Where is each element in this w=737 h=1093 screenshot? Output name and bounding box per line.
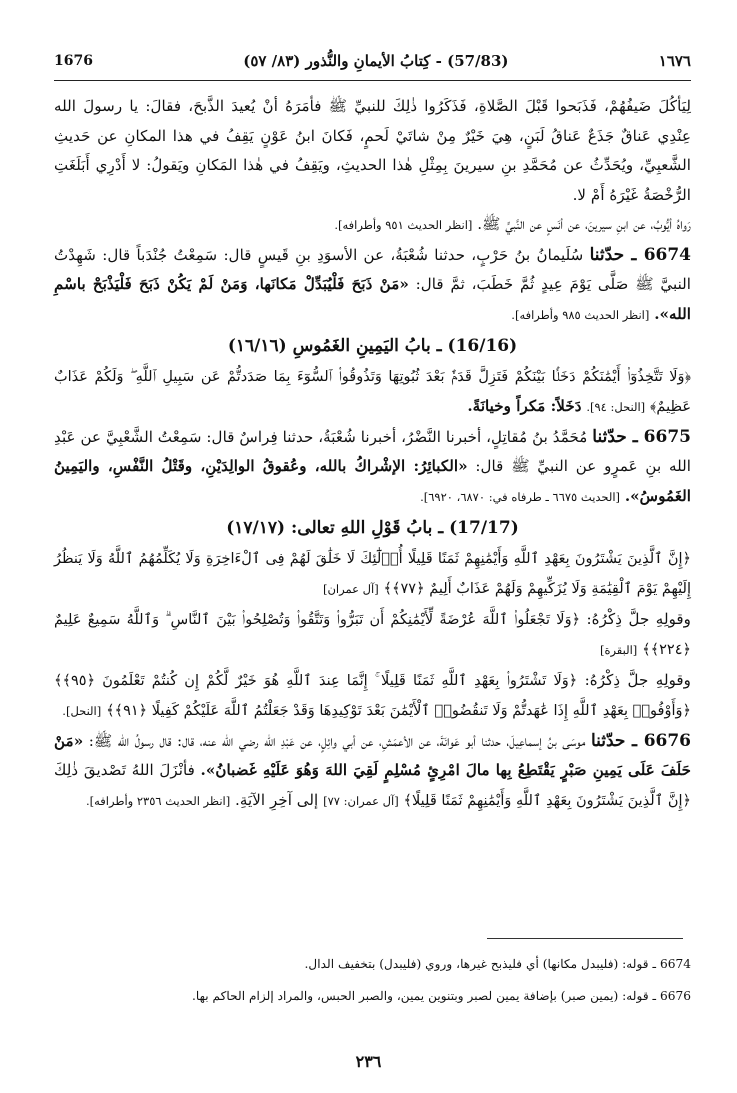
opening-text: لِيَأكُلَ ضَيفُهُمْ، فَذَبَحوا قَبْلَ الصَّلاةِ، فَذَكَرُوا ذٰلِكَ للنبيِّ ﷺ فأمَرَهُ أنْ يُعيدَ الذَّبحَ، فقالَ: يا رسولَ الله عِنْدِي عَناقٌ جَذَعٌ عَناقُ لَبَنٍ، هِيَ خَيْرٌ مِنْ شاتَيْ لَحمٍ، فَكانَ ابنُ عَوْنٍ يَقِفُ في هذا المكانِ عن حَديثِ الشَّعبِيِّ، ويُحَدِّثُ عن مُحَمَّدِ بنِ سيرينَ بِمِثْلِ هٰذا الحديثِ، ويَقِفُ في هٰذا المَكانِ ويَقولُ: لا أَدْرِي أَبَلَغَتِ الرُّخْصَةُ غَيْرَهُ أَمْ لا. bbox=[54, 97, 691, 204]
verse-an-nahl-reference: [النحل]. bbox=[62, 704, 102, 718]
page-header bbox=[54, 48, 691, 74]
footnotes bbox=[54, 948, 691, 1012]
chapter-17-verse-2 bbox=[54, 605, 691, 666]
hadith-6675-text: مُحَمَّدُ بنُ مُقاتِلٍ، أخبرنا النَّضْرُ، أخبرنا شُعْبَةُ، حدثنا فِراسٌ قال: سَمِعْتُ الشَّعْبِيَّ عن عَبْدِ الله بنِ عَمرٍو عن النبيِّ ﷺ قال: bbox=[54, 427, 691, 475]
hadith-6675-quote: «الكبائِرُ: الإشْراكُ بالله، وعُقوقُ الوالِدَيْنِ، وقَتْلُ النَّفْسِ، واليَمِينُ الغَمُوسُ». bbox=[54, 457, 691, 505]
chapter-16-verse: ﴿وَلَا تَتَّخِذُوٓا۟ أَيْمَٰنَكُمْ دَخَلًۢا بَيْنَكُمْ فَتَزِلَّ قَدَمٌۢ بَعْدَ ثُبُوتِهَا وَتَذُوقُوا۟ ٱلسُّوٓءَ بِمَا صَدَدتُّمْ عَن سَبِيلِ ٱللَّهِ ۖ وَلَكُمْ عَذَابٌ عَظِيمٌ﴾ bbox=[54, 368, 691, 415]
chapter-17-verse-1 bbox=[54, 544, 691, 605]
hadith-6676-number: 6676 ـ حدّثنا bbox=[590, 730, 692, 751]
chapter-16-gloss: دَخَلاً: مَكراً وخيانَةً. bbox=[467, 397, 582, 415]
hadith-6675-reference: [الحديث ٦٦٧٥ ـ طرفاه في: ٦٨٧٠، ٦٩٢٠]. bbox=[420, 489, 621, 504]
opening-narration: رَواهُ أيُّوبُ، عن ابنِ سيرينَ، عن أنَسٍ عن النَّبيِّ ﷺ. bbox=[477, 215, 691, 233]
hadith-6676-text-2: فأنْزَلَ اللهُ تَصْديقَ ذٰلِكَ bbox=[54, 761, 195, 779]
verse-3-intro: وقولِهِ جلَّ ذِكْرُهُ: bbox=[584, 670, 692, 689]
verse-al-imran-reference: [آل عمران] bbox=[323, 582, 379, 596]
footnote-6676: 6676 ـ قوله: (يمين صبر) بإضافة يمين لصبر وبتنوين يمين، والصبر الحبس، والمراد إلزام الحاكم بها. bbox=[192, 989, 691, 1003]
verse-2-intro: وقولِهِ جلَّ ذِكْرُهُ: bbox=[586, 609, 692, 628]
page-number-latin: 1676 bbox=[54, 53, 93, 69]
hadith-6676-quote: «مَنْ حَلَفَ عَلَى يَمِينِ صَبْرٍ يَقْتَطِعُ بِها مالَ امْرِئٍ مُسْلِمٍ لَقِيَ اللهَ وَهُوَ عَلَيْهِ غَضبانُ». bbox=[54, 731, 692, 779]
chapter-16-title: (16/16) ـ بابُ اليَمِينِ الغَمُوسِ (١٦/١٦) bbox=[227, 336, 518, 356]
hadith-6676-text: موسَى بنُ إسماعِيلَ، حدثنا أبو عَوانَةَ، عن الأعمَشِ، عن أبي وائِلٍ، عن عَبْدِ الله رضي الله عنه، قال: قال رسولُ الله ﷺ: bbox=[88, 731, 586, 750]
hadith-6675 bbox=[54, 423, 691, 513]
hadith-6676-reference: [انظر الحديث ٢٣٥٦ وأطرافه]. bbox=[85, 793, 231, 808]
chapter-16-verse-block bbox=[54, 362, 691, 423]
chapter-17-title: (17/17) ـ بابُ قَوْلِ اللهِ تعالى: (١٧/١٧) bbox=[226, 518, 519, 538]
hadith-6675-number: 6675 ـ حدّثنا bbox=[592, 426, 691, 447]
hadith-6674-reference: [انظر الحديث ٩٨٥ وأطرافه]. bbox=[511, 307, 650, 322]
hadith-6676-text-3: إلى آخِرِ الآيَةِ. bbox=[235, 790, 319, 809]
opening-reference: [انظر الحديث ٩٥١ وأطرافه]. bbox=[334, 218, 473, 232]
verse-an-nahl-95-91: ﴿وَلَا تَشْتَرُوا۟ بِعَهْدِ ٱللَّهِ ثَمَنًا قَلِيلًا ۚ إِنَّمَا عِندَ ٱللَّهِ هُوَ خَيْرٌ لَّكُمْ إِن كُنتُمْ تَعْلَمُونَ ﴿٩٥﴾﴾ ﴿وَأَوْفُوا۟ بِعَهْدِ ٱللَّهِ إِذَا عَٰهَدتُّمْ وَلَا تَنقُضُوا۟ ٱلْأَيْمَٰنَ بَعْدَ تَوْكِيدِهَا وَقَدْ جَعَلْتُمُ ٱللَّهَ عَلَيْكُمْ كَفِيلًا ﴿٩١﴾﴾ bbox=[54, 672, 691, 719]
opening-paragraph bbox=[54, 92, 691, 210]
hadith-6676-verse-reference: [آل عمران: ٧٧] bbox=[323, 793, 399, 808]
chapter-16-verse-reference: [النحل: ٩٤]. bbox=[586, 400, 646, 414]
footnote-rule bbox=[487, 938, 683, 939]
hadith-6674-text: سُلَيمانُ بنُ حَرْبٍ، حدثنا شُعْبَةُ، عن الأسوَدِ بنِ قَيسٍ قال: سَمِعْتُ جُنْدَباً قال: شَهِدْتُ النبيَّ ﷺ صَلَّى يَوْمَ عِيدٍ ثُمَّ خَطَبَ، ثمَّ قال: bbox=[54, 245, 692, 293]
hadith-6674-number: 6674 ـ حدّثنا bbox=[589, 244, 692, 265]
footer-page-number: ٢٣٦ bbox=[355, 1052, 382, 1071]
chapter-17-verse-3 bbox=[54, 666, 691, 727]
verse-al-imran-77: ﴿إِنَّ ٱلَّذِينَ يَشْتَرُونَ بِعَهْدِ ٱللَّهِ وَأَيْمَٰنِهِمْ ثَمَنًا قَلِيلًا أُو۟لَٰٓئِكَ لَا خَلَٰقَ لَهُمْ فِى ٱلْءَاخِرَةِ وَلَا يُكَلِّمُهُمُ ٱللَّهُ وَلَا يَنظُرُ إِلَيْهِمْ يَوْمَ ٱلْقِيَٰمَةِ وَلَا يُزَكِّيهِمْ وَلَهُمْ عَذَابٌ أَلِيمٌ ﴿٧٧﴾﴾ bbox=[54, 550, 691, 597]
verse-al-baqara-reference: [البقرة] bbox=[599, 643, 638, 657]
hadith-6676 bbox=[54, 727, 691, 817]
footnote-6674: 6674 ـ قوله: (فليبدل مكانها) أي فليذبح غيرها، وروي (فليبدل) بتخفيف الدال. bbox=[304, 957, 691, 971]
opening-narration-line bbox=[54, 210, 691, 241]
main-text bbox=[54, 92, 691, 816]
verse-al-baqara-224: ﴿وَلَا تَجْعَلُوا۟ ٱللَّهَ عُرْضَةً لِّأَيْمَٰنِكُمْ أَن تَبَرُّوا۟ وَتَتَّقُوا۟ وَتُصْلِحُوا۟ بَيْنَ ٱلنَّاسِ ۗ وَٱللَّهُ سَمِيعٌ عَلِيمٌ ﴿٢٢٤﴾﴾ bbox=[54, 611, 691, 658]
hadith-6676-verse: ﴿إِنَّ ٱلَّذِينَ يَشْتَرُونَ بِعَهْدِ ٱللَّهِ وَأَيْمَٰنِهِمْ ثَمَنًا قَلِيلًا﴾ bbox=[403, 792, 691, 809]
running-title: (57/83) - كِتابُ الأيمانِ والنُّذور (٨٣/ ٥٧) bbox=[243, 52, 509, 70]
hadith-6674-quote: «مَنْ ذَبَحَ فَلْيُبَدِّلْ مَكانَها، وَمَنْ لَمْ يَكُنْ ذَبَحَ فَلْيَذْبَحْ باسْمِ الله». bbox=[54, 275, 691, 323]
header-rule bbox=[54, 80, 691, 81]
page-number-arabic: ١٦٧٦ bbox=[658, 52, 691, 70]
hadith-6674 bbox=[54, 241, 691, 331]
